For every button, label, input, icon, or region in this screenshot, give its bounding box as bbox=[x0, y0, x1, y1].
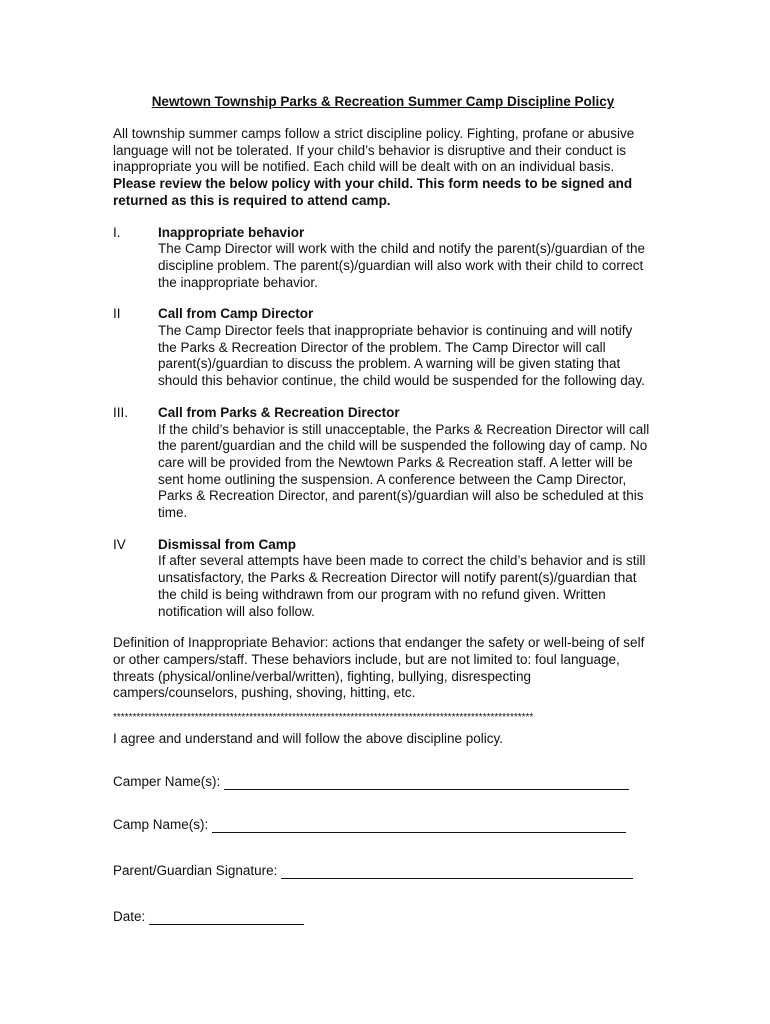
date-field bbox=[113, 908, 653, 925]
date-line[interactable] bbox=[149, 910, 304, 925]
document-title: Newtown Township Parks & Recreation Summer Camp Discipline Policy bbox=[151, 94, 615, 109]
section-text: The Camp Director feels that inappropriate behavior is continuing and will notify the Parks & Recreation Director of the problem. The Camp Director will call parent(s)/guardian to discuss the problem. A warning will be given stating that should this behavior continue, the child would be suspended for the following day. bbox=[158, 323, 645, 389]
parent-signature-field bbox=[113, 862, 653, 879]
section-numeral: I. bbox=[113, 224, 121, 240]
section-heading: Call from Camp Director bbox=[158, 306, 314, 322]
agreement-statement: I agree and understand and will follow the above discipline policy. bbox=[113, 731, 503, 747]
section-heading: Call from Parks & Recreation Director bbox=[158, 404, 400, 420]
section-heading: Dismissal from Camp bbox=[158, 536, 297, 552]
policy-section-3 bbox=[113, 405, 653, 522]
date-label: Date: bbox=[113, 909, 146, 925]
parent-signature-label: Parent/Guardian Signature: bbox=[113, 863, 278, 879]
section-numeral: II bbox=[113, 306, 121, 322]
intro-paragraph bbox=[113, 126, 653, 210]
document-page bbox=[113, 93, 653, 925]
section-heading: Inappropriate behavior bbox=[158, 224, 305, 240]
separator-line: ************************************************************************************************************ bbox=[113, 712, 534, 724]
camp-name-field bbox=[113, 816, 653, 833]
section-numeral: III. bbox=[113, 404, 129, 420]
parent-signature-line[interactable] bbox=[281, 864, 633, 879]
section-text: If after several attempts have been made to correct the child’s behavior and is still unsatisfactory, the Parks & Recreation Director will notify parent(s)/guardian that the child is being withdrawn from our program with no refund given. Written notification will also follow. bbox=[158, 553, 646, 619]
camper-name-line[interactable] bbox=[224, 775, 629, 790]
intro-bold-instruction: Please review the below policy with your child. This form needs to be signed and returned as this is required to attend camp. bbox=[113, 176, 633, 208]
intro-text: All township summer camps follow a strict discipline policy. Fighting, profane or abusive language will not be tolerated. If your child’s behavior is disruptive and their conduct is inappropriate you will be notified. Each child will be dealt with on an individual basis. bbox=[113, 126, 635, 175]
section-numeral: IV bbox=[113, 536, 126, 552]
policy-section-4 bbox=[113, 537, 653, 621]
policy-section-2 bbox=[113, 306, 653, 390]
camper-name-field bbox=[113, 773, 653, 790]
section-text: The Camp Director will work with the child and notify the parent(s)/guardian of the discipline problem. The parent(s)/guardian will also work with their child to correct the inappropriate behavior. bbox=[158, 241, 645, 290]
camper-name-label: Camper Name(s): bbox=[113, 774, 221, 790]
camp-name-label: Camp Name(s): bbox=[113, 817, 209, 833]
policy-section-1 bbox=[113, 225, 653, 292]
section-text: If the child’s behavior is still unacceptable, the Parks & Recreation Director will call the parent/guardian and the child will be suspended the following day of camp. No care will be provided from the Newtown Parks & Recreation staff. A letter will be sent home outlining the suspension. A conference between the Camp Director, Parks & Recreation Director, and parent(s)/guardian will also be scheduled at this time. bbox=[158, 421, 650, 521]
camp-name-line[interactable] bbox=[212, 818, 626, 833]
definition-paragraph: Definition of Inappropriate Behavior: actions that endanger the safety or well-being of self or other campers/staff. These behaviors include, but are not limited to: foul language, threats (physical/online/verbal/written), fighting, bullying, disrespecting campers/counselors, pushing, shoving, hitting, etc. bbox=[113, 635, 645, 701]
